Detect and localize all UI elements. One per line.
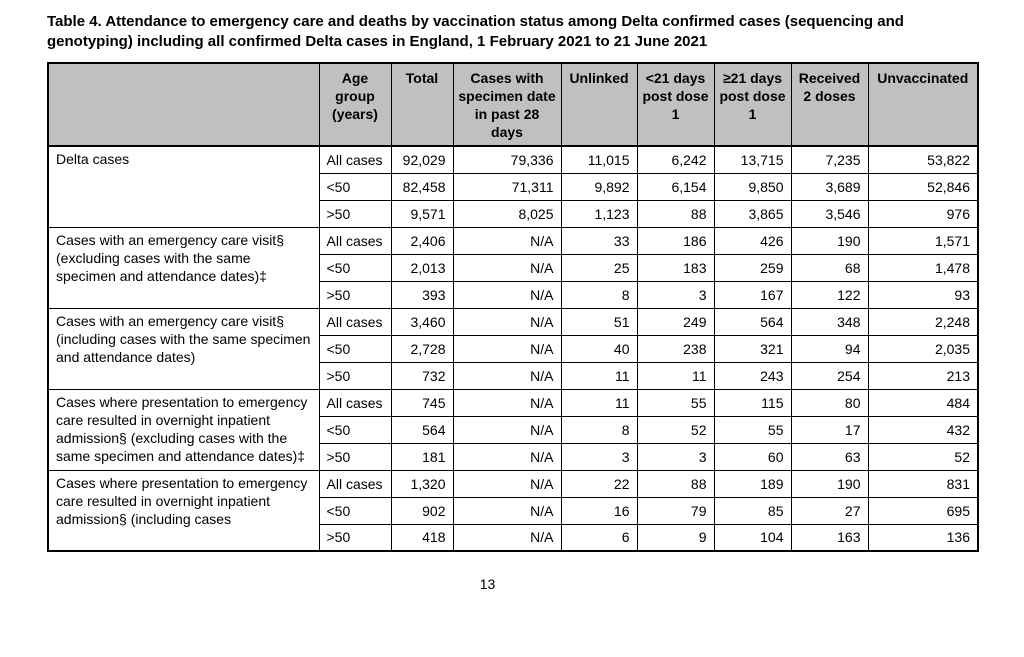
value-cell: N/A (453, 443, 561, 470)
value-cell: 902 (391, 497, 453, 524)
value-cell: 51 (561, 308, 637, 335)
age-group-cell: >50 (319, 524, 391, 551)
value-cell: 11 (561, 389, 637, 416)
column-header: ≥21 days post dose 1 (714, 63, 791, 146)
row-group-label: Cases where presentation to emergency care resulted in overnight inpatient admission§ (excluding cases with the same specimen and attendance dates)‡ (48, 389, 319, 470)
value-cell: N/A (453, 281, 561, 308)
age-group-cell: <50 (319, 254, 391, 281)
value-cell: 2,035 (868, 335, 978, 362)
value-cell: 3 (637, 443, 714, 470)
age-group-cell: All cases (319, 389, 391, 416)
value-cell: 2,013 (391, 254, 453, 281)
value-cell: 9 (637, 524, 714, 551)
age-group-cell: >50 (319, 200, 391, 227)
value-cell: 2,406 (391, 227, 453, 254)
age-group-cell: <50 (319, 497, 391, 524)
value-cell: 1,320 (391, 470, 453, 497)
value-cell: 243 (714, 362, 791, 389)
value-cell: 3 (637, 281, 714, 308)
column-header-empty (48, 63, 319, 146)
value-cell: 695 (868, 497, 978, 524)
value-cell: 2,248 (868, 308, 978, 335)
age-group-cell: >50 (319, 281, 391, 308)
age-group-cell: All cases (319, 308, 391, 335)
value-cell: 6 (561, 524, 637, 551)
page-number: 13 (479, 576, 496, 592)
value-cell: 33 (561, 227, 637, 254)
table-row (48, 146, 978, 173)
value-cell: 9,892 (561, 173, 637, 200)
value-cell: N/A (453, 497, 561, 524)
value-cell: N/A (453, 389, 561, 416)
age-group-cell: >50 (319, 362, 391, 389)
value-cell: 11 (561, 362, 637, 389)
age-group-cell: All cases (319, 227, 391, 254)
row-group-label: Cases with an emergency care visit§ (excluding cases with the same specimen and attendance dates)‡ (48, 227, 319, 308)
value-cell: 122 (791, 281, 868, 308)
value-cell: 249 (637, 308, 714, 335)
value-cell: 60 (714, 443, 791, 470)
value-cell: 136 (868, 524, 978, 551)
table-row (48, 227, 978, 254)
age-group-cell: All cases (319, 470, 391, 497)
value-cell: 80 (791, 389, 868, 416)
value-cell: 3 (561, 443, 637, 470)
value-cell: 9,571 (391, 200, 453, 227)
value-cell: 186 (637, 227, 714, 254)
value-cell: 115 (714, 389, 791, 416)
value-cell: N/A (453, 308, 561, 335)
value-cell: 52 (637, 416, 714, 443)
column-header: Total (391, 63, 453, 146)
value-cell: 745 (391, 389, 453, 416)
value-cell: 564 (391, 416, 453, 443)
value-cell: 426 (714, 227, 791, 254)
value-cell: 6,154 (637, 173, 714, 200)
value-cell: 17 (791, 416, 868, 443)
value-cell: 55 (637, 389, 714, 416)
value-cell: 63 (791, 443, 868, 470)
value-cell: 40 (561, 335, 637, 362)
header-row (48, 63, 978, 146)
value-cell: 11 (637, 362, 714, 389)
column-header: Unlinked (561, 63, 637, 146)
value-cell: N/A (453, 362, 561, 389)
value-cell: 1,571 (868, 227, 978, 254)
age-group-cell: <50 (319, 335, 391, 362)
value-cell: 79 (637, 497, 714, 524)
value-cell: 1,123 (561, 200, 637, 227)
value-cell: 82,458 (391, 173, 453, 200)
value-cell: 104 (714, 524, 791, 551)
table-row (48, 470, 978, 497)
value-cell: 238 (637, 335, 714, 362)
value-cell: 484 (868, 389, 978, 416)
row-group-label: Cases with an emergency care visit§ (including cases with the same specimen and attendance dates) (48, 308, 319, 389)
value-cell: N/A (453, 227, 561, 254)
value-cell: 16 (561, 497, 637, 524)
age-group-cell: >50 (319, 443, 391, 470)
value-cell: 6,242 (637, 146, 714, 173)
value-cell: 88 (637, 470, 714, 497)
value-cell: 418 (391, 524, 453, 551)
column-header: Cases with specimen date in past 28 days (453, 63, 561, 146)
table-header (48, 63, 978, 146)
value-cell: 25 (561, 254, 637, 281)
value-cell: 3,689 (791, 173, 868, 200)
value-cell: 8 (561, 281, 637, 308)
value-cell: 94 (791, 335, 868, 362)
value-cell: N/A (453, 254, 561, 281)
value-cell: 3,865 (714, 200, 791, 227)
row-group-label: Cases where presentation to emergency care resulted in overnight inpatient admission§ (including cases (48, 470, 319, 551)
value-cell: 3,460 (391, 308, 453, 335)
value-cell: 13,715 (714, 146, 791, 173)
value-cell: 88 (637, 200, 714, 227)
column-header: Age group (years) (319, 63, 391, 146)
value-cell: 71,311 (453, 173, 561, 200)
value-cell: 181 (391, 443, 453, 470)
value-cell: N/A (453, 416, 561, 443)
value-cell: 8 (561, 416, 637, 443)
value-cell: 831 (868, 470, 978, 497)
value-cell: 79,336 (453, 146, 561, 173)
table-row (48, 389, 978, 416)
value-cell: N/A (453, 524, 561, 551)
value-cell: N/A (453, 470, 561, 497)
row-group-label: Delta cases (48, 146, 319, 227)
value-cell: 348 (791, 308, 868, 335)
value-cell: 213 (868, 362, 978, 389)
value-cell: 321 (714, 335, 791, 362)
value-cell: 52,846 (868, 173, 978, 200)
column-header: Unvaccinated (868, 63, 978, 146)
age-group-cell: All cases (319, 146, 391, 173)
value-cell: 1,478 (868, 254, 978, 281)
value-cell: 189 (714, 470, 791, 497)
age-group-cell: <50 (319, 173, 391, 200)
value-cell: 92,029 (391, 146, 453, 173)
value-cell: 27 (791, 497, 868, 524)
value-cell: 732 (391, 362, 453, 389)
attendance-table (47, 62, 979, 552)
value-cell: 167 (714, 281, 791, 308)
value-cell: 393 (391, 281, 453, 308)
column-header: <21 days post dose 1 (637, 63, 714, 146)
value-cell: 52 (868, 443, 978, 470)
page-title: Table 4. Attendance to emergency care and deaths by vaccination status among Delta confirmed cases (sequencing and genotyping) including all confirmed Delta cases in England, 1 February 2021 to 21 June 2021 (47, 13, 904, 50)
table-body (48, 146, 978, 551)
value-cell: 183 (637, 254, 714, 281)
value-cell: 564 (714, 308, 791, 335)
value-cell: 11,015 (561, 146, 637, 173)
value-cell: 163 (791, 524, 868, 551)
column-header: Received 2 doses (791, 63, 868, 146)
value-cell: 432 (868, 416, 978, 443)
value-cell: 190 (791, 227, 868, 254)
value-cell: 93 (868, 281, 978, 308)
value-cell: 55 (714, 416, 791, 443)
value-cell: 254 (791, 362, 868, 389)
value-cell: 3,546 (791, 200, 868, 227)
value-cell: 68 (791, 254, 868, 281)
value-cell: 85 (714, 497, 791, 524)
value-cell: 53,822 (868, 146, 978, 173)
value-cell: N/A (453, 335, 561, 362)
value-cell: 8,025 (453, 200, 561, 227)
value-cell: 7,235 (791, 146, 868, 173)
value-cell: 22 (561, 470, 637, 497)
value-cell: 976 (868, 200, 978, 227)
value-cell: 259 (714, 254, 791, 281)
value-cell: 190 (791, 470, 868, 497)
value-cell: 9,850 (714, 173, 791, 200)
value-cell: 2,728 (391, 335, 453, 362)
table-row (48, 308, 978, 335)
age-group-cell: <50 (319, 416, 391, 443)
